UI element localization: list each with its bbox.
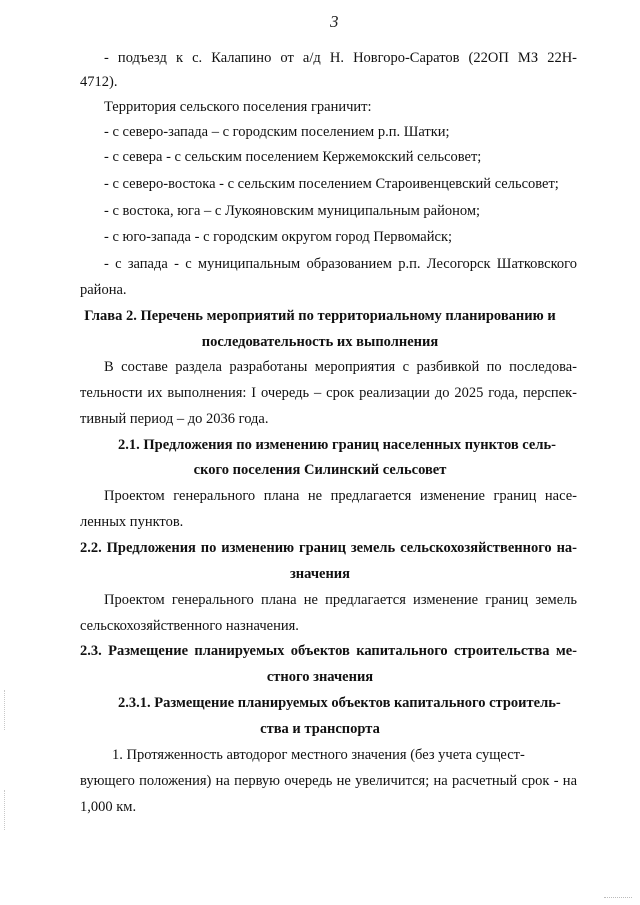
section-2-1-heading-line-2: ского поселения Силинский сельсовет xyxy=(193,462,447,478)
section-2-1-paragraph-line-2: ленных пунктов. xyxy=(80,514,184,530)
scan-edge-mark xyxy=(4,690,6,730)
item-1-line-2: вующего положения) на первую очередь не увеличится; на расчетный срок - на xyxy=(80,773,577,789)
section-2-2-heading-line-1: 2.2. Предложения по изменению границ земель сельскохозяйственного на- xyxy=(80,540,577,556)
chapter-2-paragraph-line-2: тельности их выполнения: I очередь – срок реализации до 2025 года, перспек- xyxy=(80,385,577,401)
scan-edge-mark xyxy=(4,790,6,830)
scan-corner-mark xyxy=(604,897,632,899)
chapter-2-heading-line-1: Глава 2. Перечень мероприятий по территориальному планированию и xyxy=(84,308,556,324)
item-1-line-3: 1,000 км. xyxy=(80,799,137,815)
section-2-2-heading-line-2: значения xyxy=(289,566,351,582)
section-2-2-paragraph-line-1: Проектом генерального плана не предлагается изменение границ земель xyxy=(104,592,577,608)
chapter-2-paragraph-line-3: тивный период – до 2036 года. xyxy=(80,411,269,427)
bullet-access-road-line-2: 4712). xyxy=(80,74,118,90)
border-northwest: - с северо-запада – с городским поселением р.п. Шатки; xyxy=(104,124,450,140)
item-1-line-1: 1. Протяженность автодорог местного значения (без учета сущест- xyxy=(112,747,525,763)
section-2-2-paragraph-line-2: сельскохозяйственного назначения. xyxy=(80,618,299,634)
section-2-1-heading-line-1: 2.1. Предложения по изменению границ населенных пунктов сель- xyxy=(118,437,556,453)
chapter-2-heading-line-2: последовательность их выполнения xyxy=(201,334,439,350)
border-southwest: - с юго-запада - с городским округом город Первомайск; xyxy=(104,229,453,245)
border-northeast: - с северо-востока - с сельским поселением Староивенцевский сельсовет; xyxy=(104,176,559,192)
section-2-3-1-heading-line-1: 2.3.1. Размещение планируемых объектов капитального строитель- xyxy=(118,695,561,711)
chapter-2-paragraph-line-1: В составе раздела разработаны мероприятия с разбивкой по последова- xyxy=(104,359,577,375)
borders-intro: Территория сельского поселения граничит: xyxy=(104,99,372,115)
bullet-access-road-line-1: - подъезд к с. Калапино от а/д Н. Новгоро-Саратов (22ОП МЗ 22Н- xyxy=(104,50,577,66)
border-west-line-1: - с запада - с муниципальным образованием р.п. Лесогорск Шатковского xyxy=(104,256,577,272)
page-number: 3 xyxy=(330,12,339,31)
section-2-3-heading-line-2: стного значения xyxy=(266,669,374,685)
border-west-line-2: района. xyxy=(80,282,127,298)
border-north: - с севера - с сельским поселением Кержемокский сельсовет; xyxy=(104,149,482,165)
section-2-3-heading-line-1: 2.3. Размещение планируемых объектов капитального строительства ме- xyxy=(80,643,577,659)
section-2-3-1-heading-line-2: ства и транспорта xyxy=(260,721,380,737)
border-east-south: - с востока, юга – с Лукояновским муниципальным районом; xyxy=(104,203,481,219)
section-2-1-paragraph-line-1: Проектом генерального плана не предлагается изменение границ насе- xyxy=(104,488,577,504)
